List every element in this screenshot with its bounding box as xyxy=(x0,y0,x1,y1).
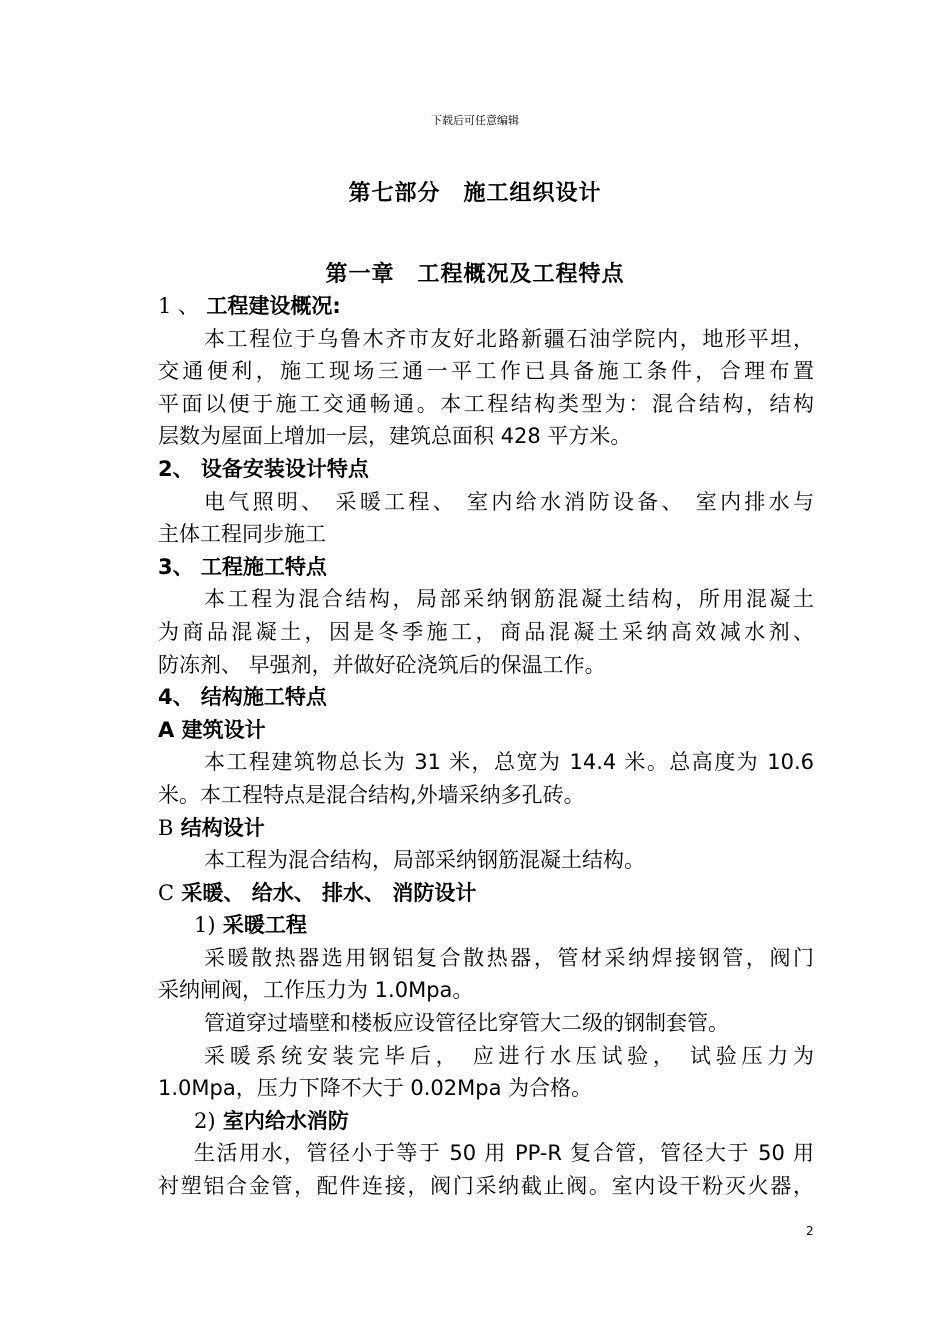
paragraph-line: 采纳闸阀，工作压力为 1.0Mpa。 xyxy=(158,978,474,1003)
paragraph-line: 为商品混凝土，因是冬季施工，商品混凝土采纳高效减水剂、 xyxy=(158,619,814,644)
paragraph-line: 本工程建筑物总长为 31 米，总宽为 14.4 米。总高度为 10.6 xyxy=(204,750,814,775)
paragraph-line: 平面以便于施工交通畅通。本工程结构类型为：混合结构，结构 xyxy=(158,391,814,416)
subsection-heading-c: C 采暖、 给水、 排水、 消防设计 xyxy=(158,880,477,905)
header-note: 下载后可任意编辑 xyxy=(431,114,519,127)
item-heading-1: 1) 采暖工程 xyxy=(194,913,307,938)
paragraph-line: 衬塑铝合金管，配件连接，阀门采纳截止阀。室内设干粉灭火器， xyxy=(158,1174,814,1199)
subsection-heading-a: A 建筑设计 xyxy=(158,717,266,742)
section-heading-2: 2、 设备安装设计特点 xyxy=(158,456,369,481)
paragraph-line: 米。本工程特点是混合结构,外墙采纳多孔砖。 xyxy=(158,782,585,807)
paragraph-line: 采暖系统安装完毕后， 应进行水压试验， 试验压力为 xyxy=(204,1043,814,1068)
paragraph-line: 层数为屋面上增加一层，建筑总面积 428 平方米。 xyxy=(158,424,632,449)
section-heading-3: 3、 工程施工特点 xyxy=(158,554,327,579)
paragraph-line: 电气照明、 采暖工程、 室内给水消防设备、 室内排水与 xyxy=(204,489,814,514)
paragraph-line: 生活用水，管径小于等于 50 用 PP-R 复合管，管径大于 50 用 xyxy=(194,1141,814,1166)
paragraph-line: 本工程为混合结构，局部采纳钢筋混凝土结构。 xyxy=(204,848,645,873)
paragraph-line: 本工程位于乌鲁木齐市友好北路新疆石油学院内，地形平坦， xyxy=(204,326,814,351)
paragraph-line: 本工程为混合结构，局部采纳钢筋混凝土结构，所用混凝土 xyxy=(204,587,814,612)
part-title: 第七部分 施工组织设计 xyxy=(348,181,602,206)
section-heading-4: 4、 结构施工特点 xyxy=(158,685,327,710)
subsection-heading-b: B 结构设计 xyxy=(158,815,265,840)
section-heading-1: 1 、 工程建设概况: xyxy=(158,294,341,318)
body-text xyxy=(158,290,814,1203)
paragraph-line: 交通便利，施工现场三通一平工作已具备施工条件，合理布置 xyxy=(158,359,814,384)
item-heading-2: 2) 室内给水消防 xyxy=(194,1108,349,1133)
paragraph-line: 管道穿过墙壁和楼板应设管径比穿管大二级的钢制套管。 xyxy=(204,1011,729,1036)
paragraph-line: 采暖散热器选用钢铝复合散热器，管材采纳焊接钢管，阀门 xyxy=(204,945,814,970)
chapter-title: 第一章 工程概况及工程特点 xyxy=(325,262,625,287)
page-number: 2 xyxy=(806,1224,814,1238)
paragraph-line: 1.0Mpa，压力下降不大于 0.02Mpa 为合格。 xyxy=(158,1076,593,1101)
paragraph-line: 主体工程同步施工 xyxy=(158,522,326,547)
paragraph-line: 防冻剂、 早强剂，并做好砼浇筑后的保温工作。 xyxy=(158,652,606,677)
